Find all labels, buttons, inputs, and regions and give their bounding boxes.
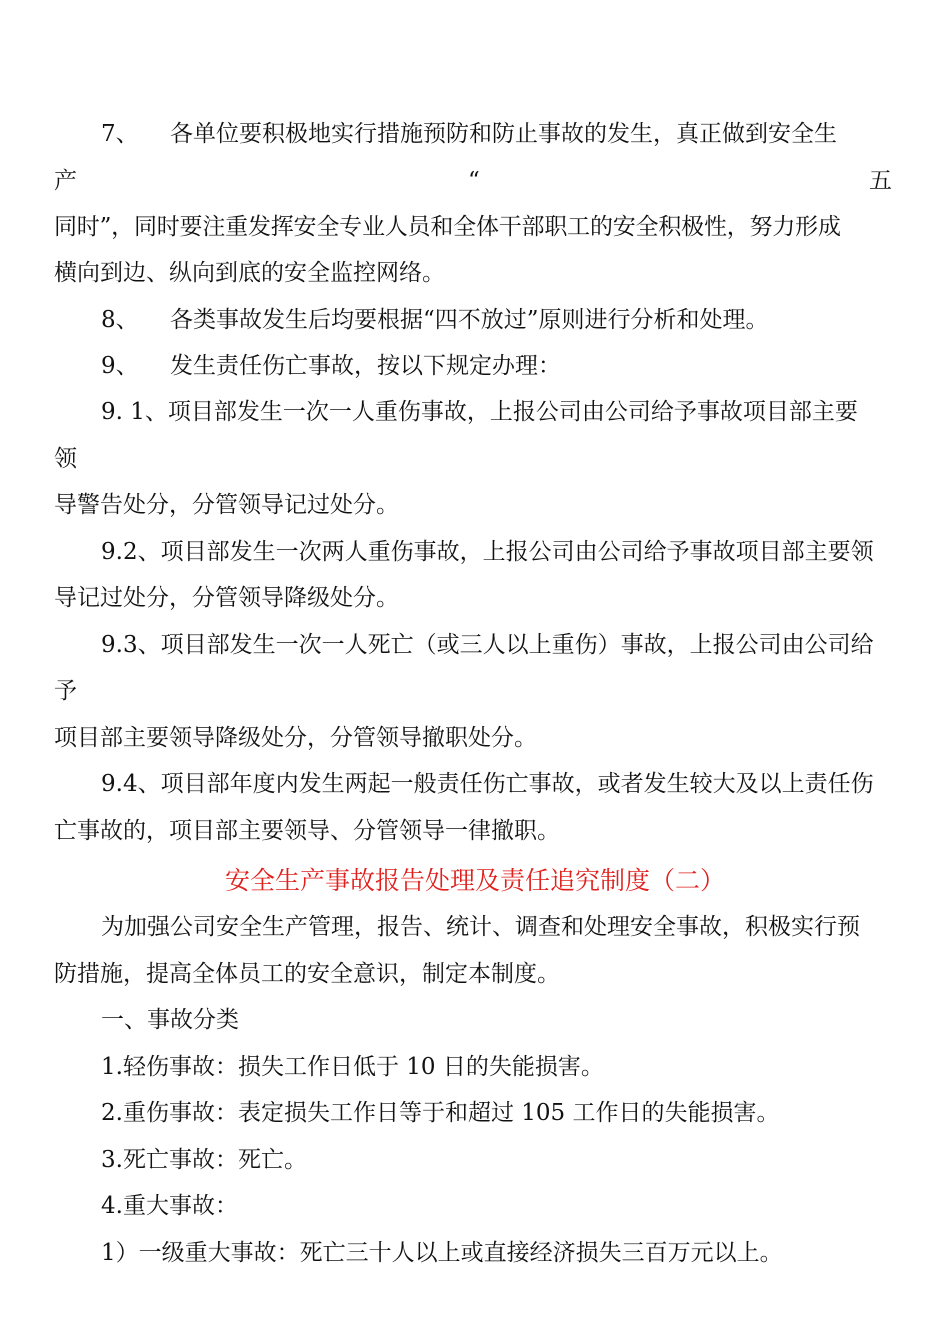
item-9-3-line-1: 9.3、项目部发生一次一人死亡（或三人以上重伤）事故，上报公司由公司给	[101, 632, 874, 658]
item-9-4-line-2: 亡事故的，项目部主要领导、分管领导一律撤职。	[54, 818, 560, 844]
item-7-line-3: 同时”，同时要注重发挥安全专业人员和全体干部职工的安全积极性，努力形成	[54, 214, 841, 240]
item-8-number: 8、	[101, 307, 139, 333]
item-7-line-2-end: 五	[869, 168, 892, 194]
item-9-number: 9、	[101, 353, 139, 379]
classification-item: 1.轻伤事故：损失工作日低于 10 日的失能损害。	[101, 1054, 604, 1080]
item-7-line-4: 横向到边、纵向到底的安全监控网络。	[54, 260, 445, 286]
classification-item: 2.重伤事故：表定损失工作日等于和超过 105 工作日的失能损害。	[101, 1100, 780, 1126]
item-9-text: 发生责任伤亡事故，按以下规定办理：	[170, 353, 561, 379]
item-9-3-line-2: 予	[54, 678, 77, 704]
item-9-1-line-1: 9. 1、项目部发生一次一人重伤事故，上报公司由公司给予事故项目部主要	[101, 399, 858, 425]
item-7-number: 7、	[101, 121, 139, 147]
heading-accident-classification: 一、事故分类	[101, 1007, 239, 1033]
classification-item: 4.重大事故：	[101, 1193, 238, 1219]
item-9-3-line-3: 项目部主要领导降级处分，分管领导撤职处分。	[54, 725, 537, 751]
item-9-2-line-2: 导记过处分，分管领导降级处分。	[54, 585, 399, 611]
intro-line-2: 防措施，提高全体员工的安全意识，制定本制度。	[54, 961, 560, 987]
classification-item: 1）一级重大事故：死亡三十人以上或直接经济损失三百万元以上。	[101, 1240, 783, 1266]
item-8-text: 各类事故发生后均要根据“四不放过”原则进行分析和处理。	[170, 307, 769, 333]
intro-line-1: 为加强公司安全生产管理，报告、统计、调查和处理安全事故，积极实行预	[101, 914, 860, 940]
item-9-1-line-2: 领	[54, 446, 77, 472]
section-title: 安全生产事故报告处理及责任追究制度（二）	[224, 866, 725, 895]
item-7-line-2-quote: “	[468, 168, 480, 194]
item-9-1-line-3: 导警告处分，分管领导记过处分。	[54, 492, 399, 518]
item-7-line-1: 各单位要积极地实行措施预防和防止事故的发生，真正做到安全生	[170, 121, 837, 147]
item-9-4-line-1: 9.4、项目部年度内发生两起一般责任伤亡事故，或者发生较大及以上责任伤	[101, 771, 874, 797]
item-9-2-line-1: 9.2、项目部发生一次两人重伤事故，上报公司由公司给予事故项目部主要领	[101, 539, 874, 565]
classification-item: 3.死亡事故：死亡。	[101, 1147, 307, 1173]
item-7-line-2-start: 产	[54, 168, 77, 194]
